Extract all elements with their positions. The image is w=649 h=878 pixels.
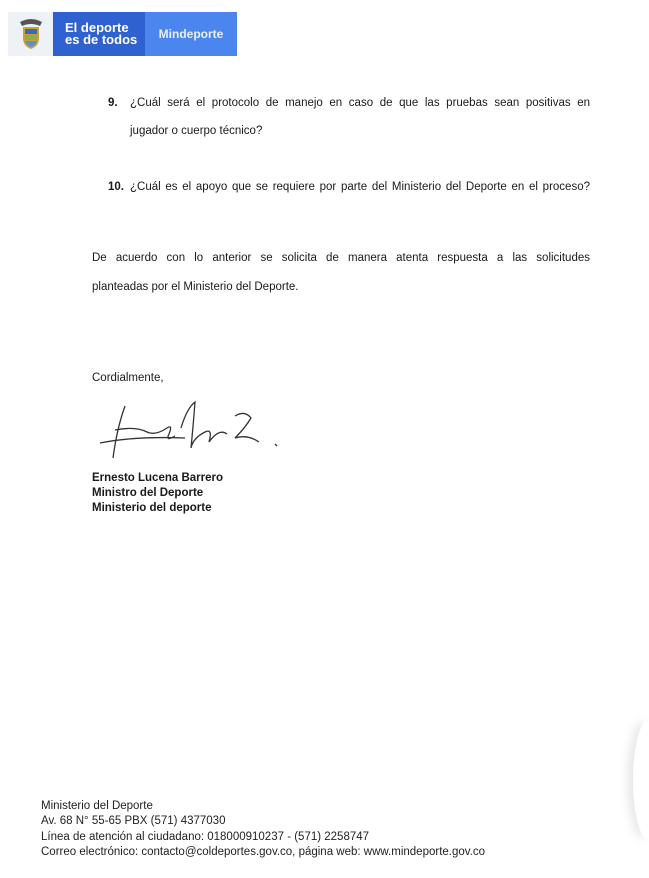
question-text: jugador o cuerpo técnico? xyxy=(130,125,263,137)
signer-name: Ernesto Lucena Barrero xyxy=(92,472,224,484)
page-curl xyxy=(633,720,649,840)
footer-line: Correo electrónico: contacto@coldeportes.gov.co, página web: www.mindeporte.gov.co xyxy=(41,845,486,858)
signature-icon xyxy=(95,398,295,470)
question-text: ¿Cuál será el protocolo de manejo en caso de que las pruebas sean positivas en xyxy=(130,97,590,109)
footer-line: Ministerio del Deporte xyxy=(41,800,153,812)
slogan xyxy=(53,12,145,56)
slogan-line: El deporte xyxy=(65,20,129,35)
closing: Cordialmente, xyxy=(92,372,164,384)
signer-title: Ministro del Deporte xyxy=(92,487,204,499)
paragraph-line: De acuerdo con lo anterior se solicita de manera atenta respuesta a las solicitudes xyxy=(92,252,590,264)
question-number: 10. xyxy=(108,181,124,193)
footer xyxy=(41,799,485,860)
mindeporte-logo xyxy=(8,12,237,56)
slogan-line: es de todos xyxy=(65,32,138,47)
footer-line: Av. 68 N° 55-65 PBX (571) 4377030 xyxy=(41,815,226,828)
footer-line: Línea de atención al ciudadano: 018000910237 - (571) 2258747 xyxy=(41,830,370,843)
paragraph-line: planteadas por el Ministerio del Deporte. xyxy=(92,281,299,293)
question-number: 9. xyxy=(108,97,118,109)
brand-name: Mindeporte xyxy=(145,12,237,56)
signer-entity: Ministerio del deporte xyxy=(92,502,212,514)
colombia-crest-icon xyxy=(8,12,53,56)
question-text: ¿Cuál es el apoyo que se requiere por parte del Ministerio del Deporte en el proceso? xyxy=(130,181,590,193)
